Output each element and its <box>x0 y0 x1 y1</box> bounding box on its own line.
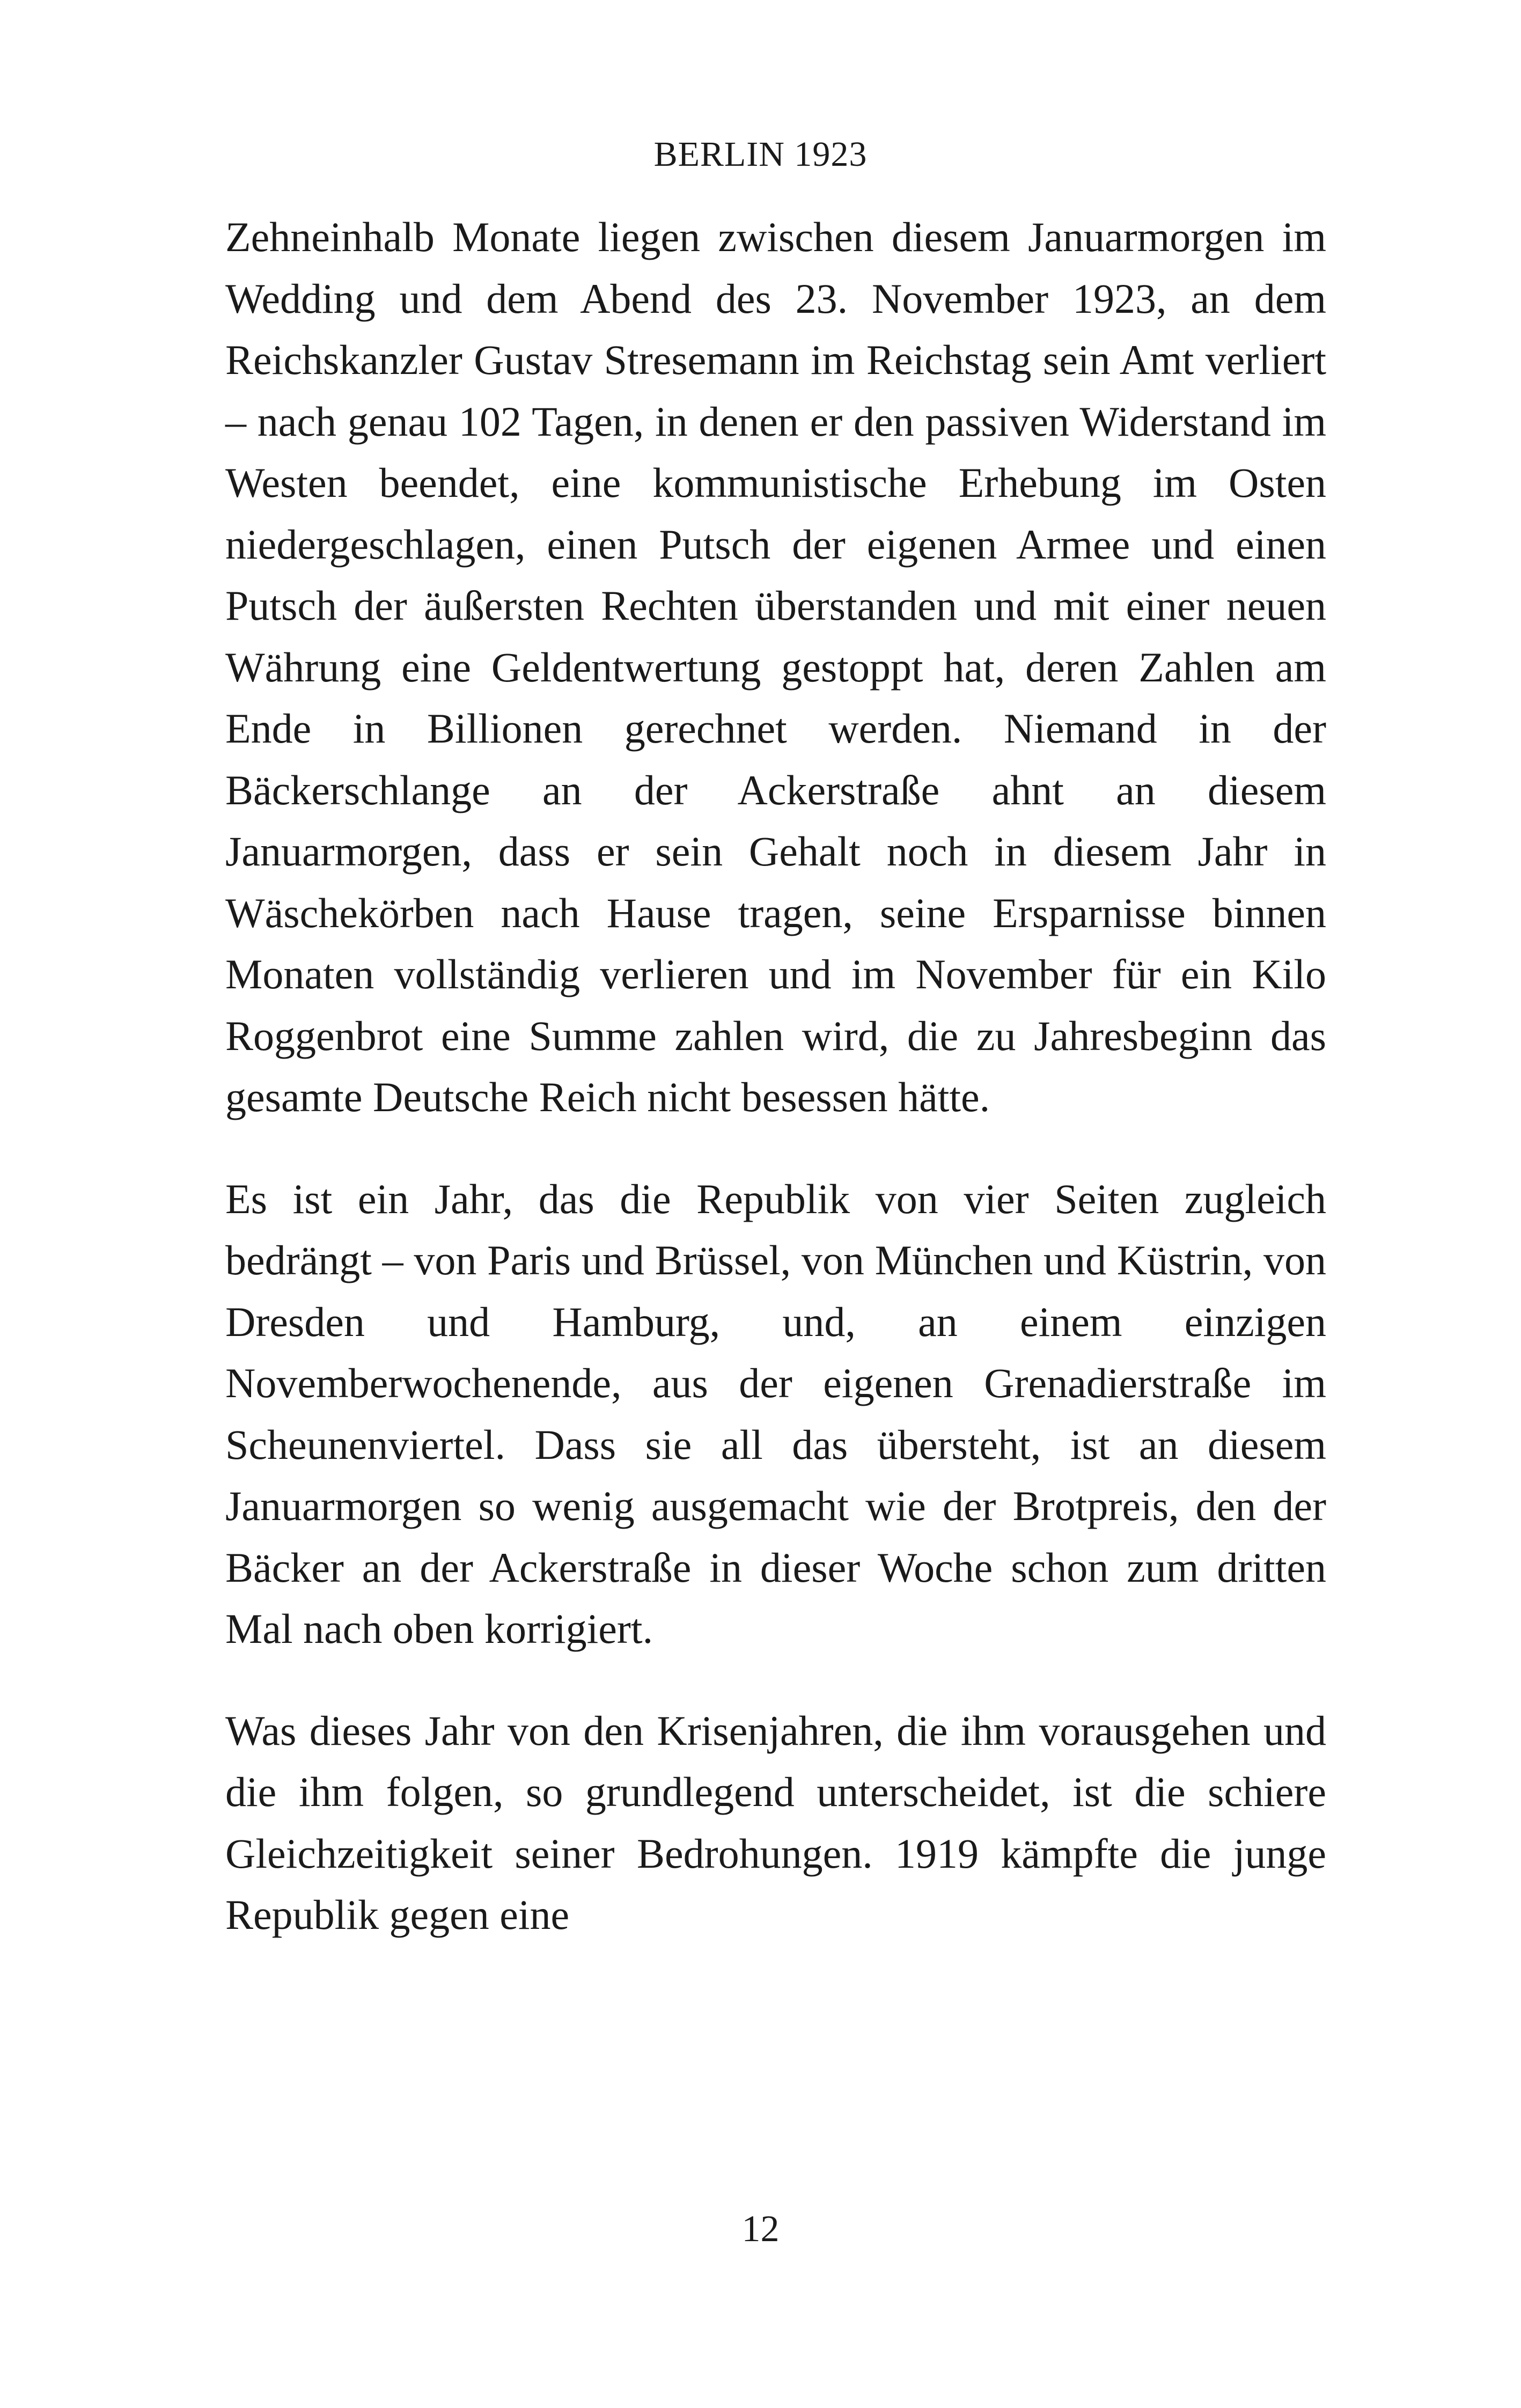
paragraph-3: Was dieses Jahr von den Krisenjahren, die ihm vorausgehen und die ihm folgen, so grundlegend unterscheidet, ist die schiere Gleichzeitigkeit seiner Bedrohungen. 1919 kämpfte die junge Republik gegen eine <box>225 1707 1326 1938</box>
body-text <box>225 207 1326 1946</box>
paragraph-1: Zehneinhalb Monate liegen zwischen diesem Januarmorgen im Wedding und dem Abend des 23. November 1923, an dem Reichskanzler Gustav Stresemann im Reichstag sein Amt verliert – nach genau 102 Tagen, in denen er den passiven Widerstand im Westen beendet, eine kommunistische Erhebung im Osten niedergeschlagen, einen Putsch der eigenen Armee und einen Putsch der äußersten Rechten überstanden und mit einer neuen Währung eine Geldentwertung gestoppt hat, deren Zahlen am Ende in Billionen gerechnet werden. Niemand in der Bäckerschlange an der Ackerstraße ahnt an diesem Januarmorgen, dass er sein Gehalt noch in diesem Jahr in Wäschekörben nach Hause tragen, seine Ersparnisse binnen Monaten vollständig verlieren und im November für ein Kilo Roggenbrot eine Summe zahlen wird, die zu Jahresbeginn das gesamte Deutsche Reich nicht besessen hätte. <box>225 214 1326 1120</box>
running-head: BERLIN 1923 <box>653 135 868 174</box>
page-number: 12 <box>741 2208 780 2250</box>
paragraph-2: Es ist ein Jahr, das die Republik von vier Seiten zugleich bedrängt – von Paris und Brüssel, von München und Küstrin, von Dresden und Hamburg, und, an einem einzigen Novemberwochenende, aus der eigenen Grenadierstraße im Scheunenviertel. Dass sie all das übersteht, ist an diesem Januarmorgen so wenig ausgemacht wie der Brotpreis, den der Bäcker an der Ackerstraße in dieser Woche schon zum dritten Mal nach oben korrigiert. <box>225 1175 1326 1652</box>
